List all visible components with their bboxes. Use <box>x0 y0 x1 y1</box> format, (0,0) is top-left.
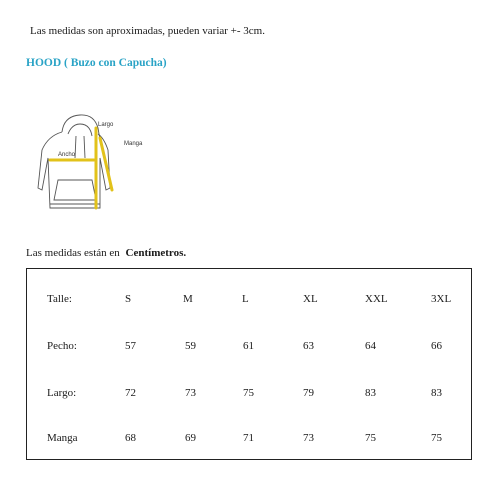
table-cell: 63 <box>303 340 314 352</box>
largo-label: Largo <box>98 122 114 128</box>
table-cell: 83 <box>431 387 442 399</box>
table-cell: 73 <box>303 432 314 444</box>
size-table <box>26 268 472 460</box>
hoodie-measurement-illustration <box>28 110 158 220</box>
table-header-cell: XL <box>303 293 318 305</box>
hoodie-diagram <box>28 110 158 220</box>
table-cell: 66 <box>431 340 442 352</box>
table-header-cell: S <box>125 293 132 305</box>
table-header-cell: 3XL <box>431 293 452 305</box>
table-row-label: Manga <box>47 432 78 444</box>
table-cell: 69 <box>185 432 196 444</box>
table-cell: 59 <box>185 340 196 352</box>
table-row-label: Pecho: <box>47 340 77 352</box>
table-cell: 68 <box>125 432 136 444</box>
table-cell: 72 <box>125 387 136 399</box>
table-row-label: Largo: <box>47 387 77 399</box>
units-prefix: Las medidas están en <box>26 247 120 259</box>
table-header-cell: L <box>242 293 249 305</box>
table-header-cell: M <box>183 293 193 305</box>
table-cell: 75 <box>243 387 254 399</box>
table-cell: 71 <box>243 432 254 444</box>
table-cell: 57 <box>125 340 136 352</box>
table-header-cell: XXL <box>365 293 388 305</box>
measurement-note: Las medidas son aproximadas, pueden variar +- 3cm. <box>30 25 265 37</box>
table-cell: 83 <box>365 387 376 399</box>
table-cell: 75 <box>431 432 442 444</box>
product-title: HOOD ( Buzo con Capucha) <box>26 57 167 69</box>
manga-label: Manga <box>124 141 143 147</box>
units-line <box>26 247 186 259</box>
units-value: Centímetros. <box>125 247 187 259</box>
measure-lines <box>50 128 112 208</box>
ancho-label: Ancho <box>58 152 76 158</box>
table-header-cell: Talle: <box>47 293 72 305</box>
table-cell: 73 <box>185 387 196 399</box>
table-cell: 75 <box>365 432 376 444</box>
table-cell: 79 <box>303 387 314 399</box>
table-cell: 64 <box>365 340 376 352</box>
table-cell: 61 <box>243 340 254 352</box>
